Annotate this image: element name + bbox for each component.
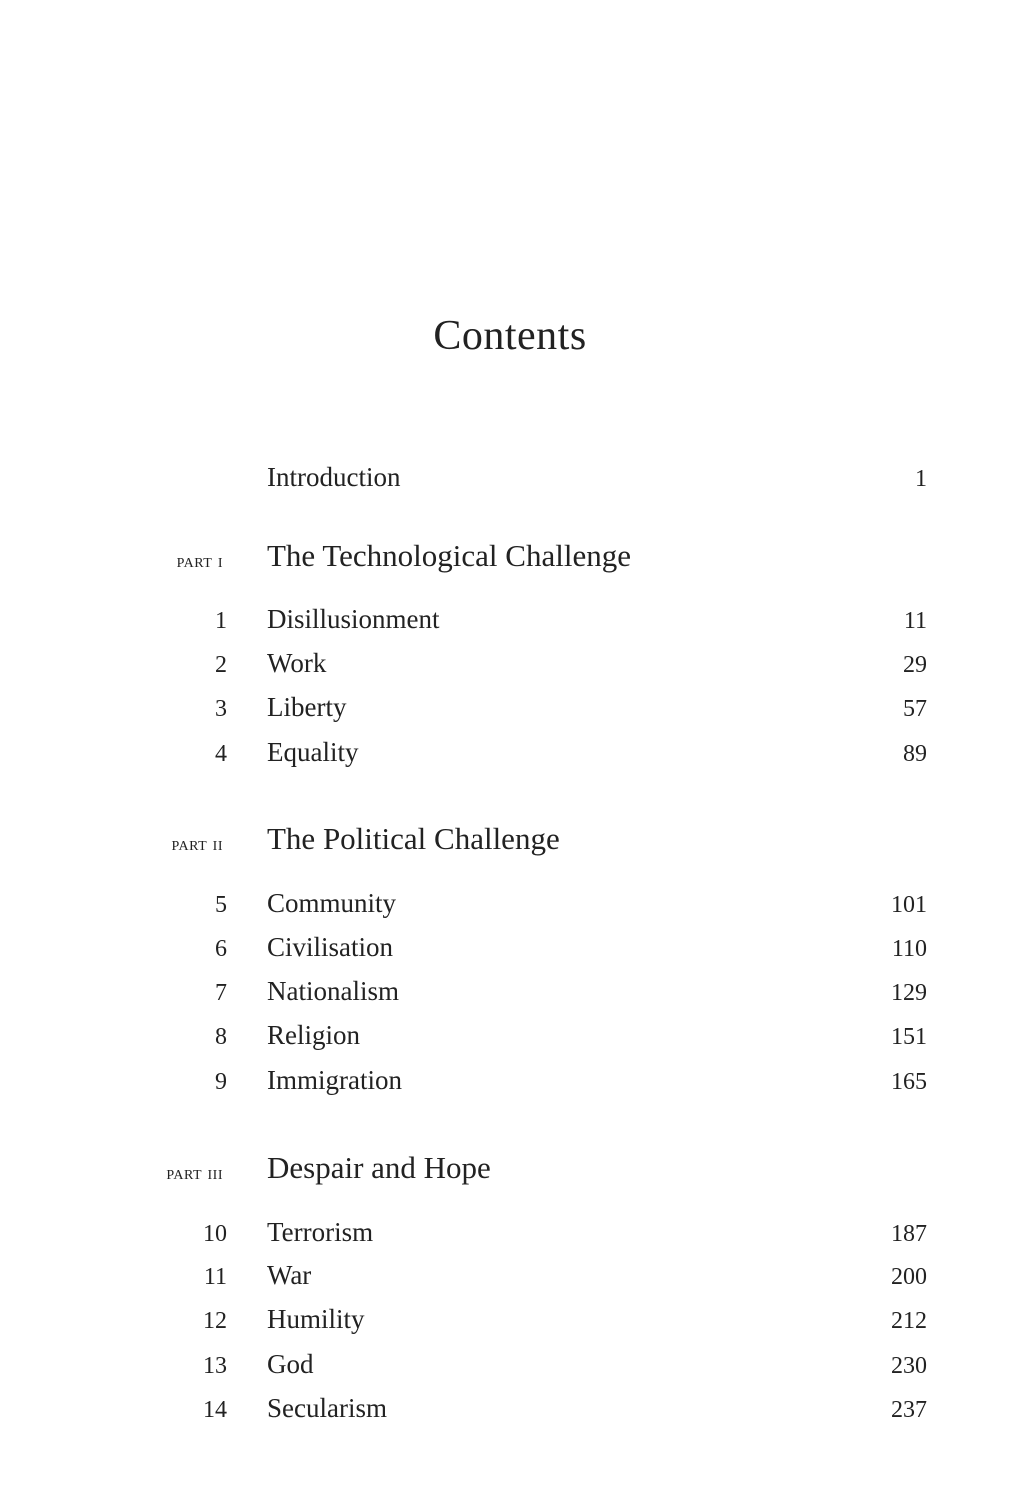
toc-entry[interactable] — [0, 692, 1020, 728]
toc-entry[interactable] — [0, 1065, 1020, 1101]
toc-entry[interactable] — [0, 648, 1020, 684]
toc-part-heading[interactable] — [0, 538, 1020, 578]
entry-label: Humility — [267, 1304, 365, 1334]
entry-page: 110 — [891, 936, 927, 962]
toc-entry[interactable] — [0, 1020, 1020, 1056]
entry-label: Immigration — [267, 1065, 402, 1095]
toc-entry[interactable] — [0, 604, 1020, 640]
entry-label: Secularism — [267, 1393, 387, 1423]
entry-label: Work — [267, 648, 327, 678]
chapter-number: 8 — [215, 1024, 227, 1050]
chapter-number: 14 — [203, 1397, 227, 1423]
chapter-number: 3 — [215, 696, 227, 722]
chapter-number: 5 — [215, 892, 227, 918]
entry-label: Nationalism — [267, 976, 399, 1006]
toc-entry-introduction[interactable] — [0, 462, 1020, 498]
part-label: part i — [176, 550, 223, 572]
part-title: The Political Challenge — [267, 821, 560, 856]
entry-page: 1 — [915, 466, 927, 492]
toc-entry[interactable] — [0, 1260, 1020, 1296]
entry-page: 11 — [903, 608, 927, 634]
chapter-number: 9 — [215, 1069, 227, 1095]
part-label: part ii — [171, 833, 223, 855]
toc-entry[interactable] — [0, 1393, 1020, 1429]
part-title: The Technological Challenge — [267, 538, 631, 573]
toc-entry[interactable] — [0, 888, 1020, 924]
part-label: part iii — [166, 1162, 223, 1184]
chapter-number: 7 — [215, 980, 227, 1006]
entry-label: Civilisation — [267, 932, 394, 962]
entry-page: 212 — [891, 1308, 927, 1334]
chapter-number: 4 — [215, 741, 227, 767]
entry-page: 129 — [891, 980, 927, 1006]
toc-entry[interactable] — [0, 1217, 1020, 1253]
chapter-number: 13 — [203, 1353, 227, 1379]
toc-entry[interactable] — [0, 1304, 1020, 1340]
toc-entry[interactable] — [0, 1349, 1020, 1385]
toc-part-heading[interactable] — [0, 821, 1020, 861]
entry-page: 237 — [891, 1397, 927, 1423]
entry-page: 230 — [891, 1353, 927, 1379]
chapter-number: 11 — [203, 1264, 227, 1290]
entry-page: 165 — [891, 1069, 927, 1095]
entry-label: Liberty — [267, 692, 347, 722]
entry-page: 89 — [903, 741, 927, 767]
entry-label: God — [267, 1349, 314, 1379]
page-title: Contents — [433, 313, 587, 359]
entry-label: Religion — [267, 1020, 360, 1050]
entry-label: Community — [267, 888, 397, 918]
entry-label: Equality — [267, 737, 359, 767]
entry-label: War — [267, 1260, 312, 1290]
entry-page: 187 — [891, 1221, 927, 1247]
toc-entry[interactable] — [0, 976, 1020, 1012]
entry-page: 101 — [891, 892, 927, 918]
chapter-number: 6 — [215, 936, 227, 962]
entry-label: Disillusionment — [267, 604, 440, 634]
chapter-number: 10 — [203, 1221, 227, 1247]
entry-page: 200 — [891, 1264, 927, 1290]
part-title: Despair and Hope — [267, 1150, 491, 1185]
entry-page: 29 — [903, 652, 927, 678]
entry-label: Terrorism — [267, 1217, 374, 1247]
entry-page: 57 — [903, 696, 927, 722]
chapter-number: 1 — [215, 608, 227, 634]
chapter-number: 2 — [215, 652, 227, 678]
entry-page: 151 — [891, 1024, 927, 1050]
toc-part-heading[interactable] — [0, 1150, 1020, 1190]
entry-label: Introduction — [267, 462, 401, 492]
chapter-number: 12 — [203, 1308, 227, 1334]
toc-entry[interactable] — [0, 737, 1020, 773]
toc-entry[interactable] — [0, 932, 1020, 968]
